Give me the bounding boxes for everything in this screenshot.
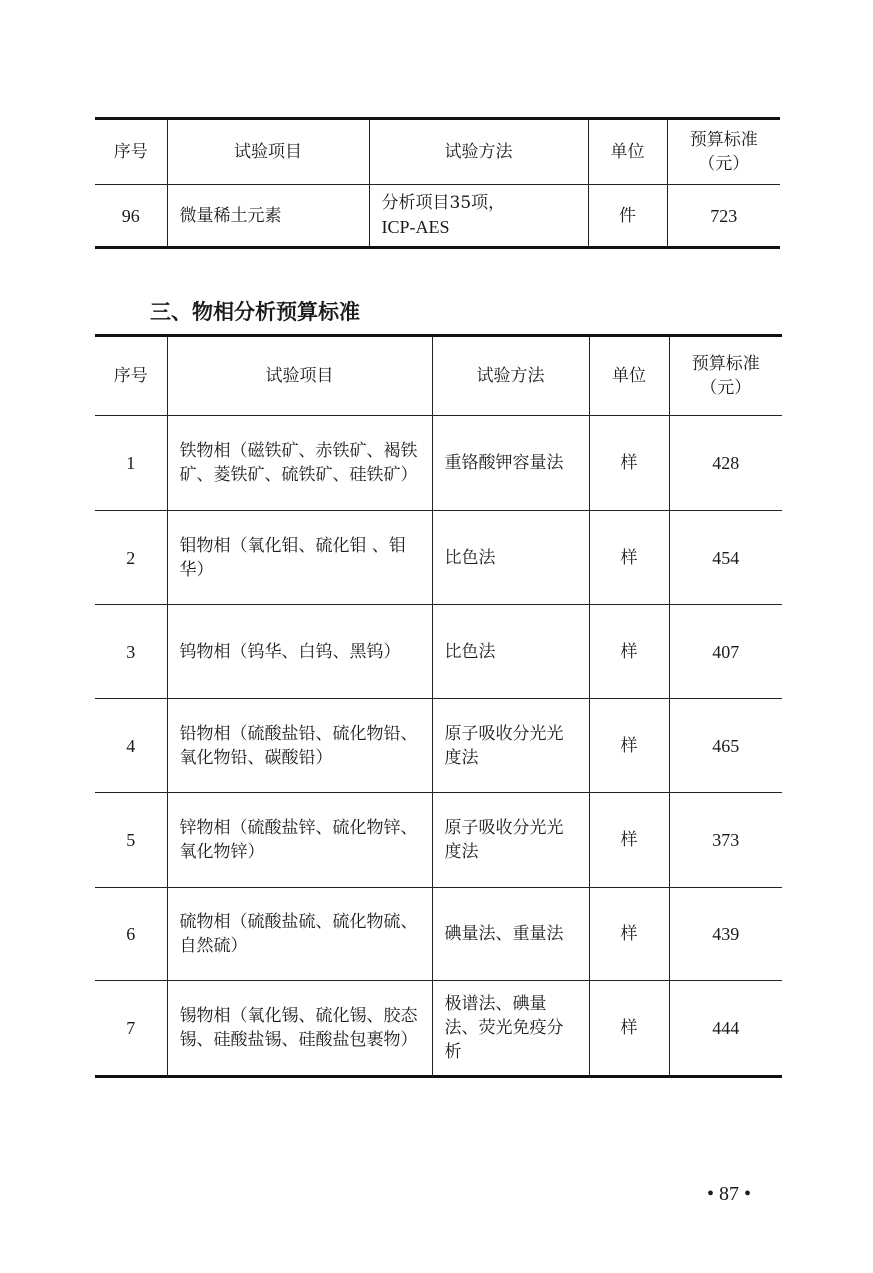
row-method: 分析项目35项， ICP-AES: [369, 185, 588, 248]
table-row: [95, 511, 782, 605]
row-unit: 样: [589, 888, 669, 981]
header-unit: 单位: [588, 119, 667, 185]
row-no: 1: [95, 416, 167, 511]
header-price: 预算标准 （元）: [669, 336, 782, 416]
row-no: 4: [95, 699, 167, 793]
row-unit: 样: [589, 416, 669, 511]
table-row: [95, 793, 782, 888]
row-unit: 样: [589, 981, 669, 1077]
row-price: 723: [667, 185, 780, 248]
table-row: [95, 981, 782, 1077]
row-price: 444: [669, 981, 782, 1077]
row-no: 6: [95, 888, 167, 981]
row-price: 439: [669, 888, 782, 981]
row-unit: 样: [589, 793, 669, 888]
table-header-row: [95, 119, 780, 185]
table-row: [95, 605, 782, 699]
header-price: 预算标准 （元）: [667, 119, 780, 185]
row-item: 铁物相（磁铁矿、赤铁矿、褐铁矿、菱铁矿、硫铁矿、硅铁矿）: [167, 416, 432, 511]
row-price: 428: [669, 416, 782, 511]
table-row: [95, 185, 780, 248]
row-method: 比色法: [432, 605, 589, 699]
row-item: 钼物相（氧化钼、硫化钼 、钼华）: [167, 511, 432, 605]
row-no: 96: [95, 185, 167, 248]
page-number: • 87 •: [707, 1183, 752, 1205]
header-method: 试验方法: [432, 336, 589, 416]
row-unit: 样: [589, 699, 669, 793]
row-price: 373: [669, 793, 782, 888]
header-item: 试验项目: [167, 119, 369, 185]
row-item: 钨物相（钨华、白钨、黑钨）: [167, 605, 432, 699]
table-row: [95, 416, 782, 511]
row-no: 2: [95, 511, 167, 605]
row-item: 硫物相（硫酸盐硫、硫化物硫、自然硫）: [167, 888, 432, 981]
row-item: 锌物相（硫酸盐锌、硫化物锌、氧化物锌）: [167, 793, 432, 888]
section-title: 三、物相分析预算标准: [150, 300, 360, 324]
row-unit: 样: [589, 511, 669, 605]
phase-analysis-table: [95, 334, 782, 1078]
row-method: 极谱法、碘量法、荧光免疫分析: [432, 981, 589, 1077]
header-no: 序号: [95, 119, 167, 185]
row-item: 铅物相（硫酸盐铅、硫化物铅、氧化物铅、碳酸铅）: [167, 699, 432, 793]
row-method: 比色法: [432, 511, 589, 605]
table-row: [95, 888, 782, 981]
header-no: 序号: [95, 336, 167, 416]
row-price: 454: [669, 511, 782, 605]
row-price: 407: [669, 605, 782, 699]
row-method: 原子吸收分光光度法: [432, 699, 589, 793]
row-no: 7: [95, 981, 167, 1077]
header-method: 试验方法: [369, 119, 588, 185]
budget-table-continued: [95, 117, 780, 249]
row-unit: 样: [589, 605, 669, 699]
header-item: 试验项目: [167, 336, 432, 416]
row-method: 碘量法、重量法: [432, 888, 589, 981]
row-item: 微量稀土元素: [167, 185, 369, 248]
row-unit: 件: [588, 185, 667, 248]
row-no: 3: [95, 605, 167, 699]
row-method: 原子吸收分光光度法: [432, 793, 589, 888]
row-method: 重铬酸钾容量法: [432, 416, 589, 511]
row-item: 锡物相（氧化锡、硫化锡、胶态锡、硅酸盐锡、硅酸盐包裹物）: [167, 981, 432, 1077]
table-header-row: [95, 336, 782, 416]
table-row: [95, 699, 782, 793]
row-price: 465: [669, 699, 782, 793]
row-no: 5: [95, 793, 167, 888]
header-unit: 单位: [589, 336, 669, 416]
